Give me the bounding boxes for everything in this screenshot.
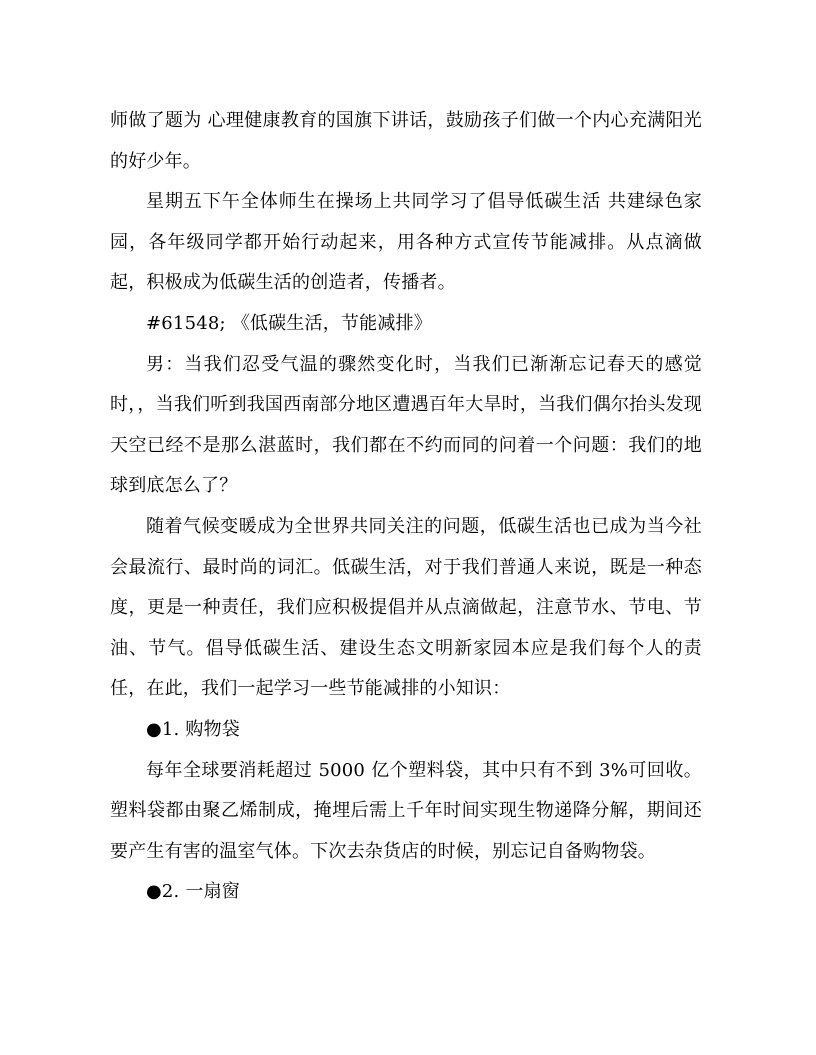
heading-shopping-bag: ●1. 购物袋 [146,718,241,740]
paragraph-speech-summary: 师做了题为 心理健康教育的国旗下讲话，鼓励孩子们做一个内心充满阳光的好少年。 [110,110,702,172]
paragraph-low-carbon-intro: 随着气候变暖成为全世界共同关注的问题，低碳生活也已成为当今社会最流行、最时尚的词汇。低碳生活，对于我们普通人来说，既是一种态度，更是一种责任，我们应积极提倡并从点滴做起，注意节水、节电、节油、节气。倡导低碳生活、建设生态文明新家园本应是我们每个人的责任，在此，我们一起学习一些节能减排的小知识： [110,515,702,700]
paragraph-low-carbon-activity: 星期五下午全体师生在操场上共同学习了倡导低碳生活 共建绿色家园，各年级同学都开始行动起来，用各种方式宣传节能减排。从点滴做起，积极成为低碳生活的创造者，传播者。 [110,191,702,294]
paragraph-male-speaker: 男：当我们忍受气温的骤然变化时，当我们已渐渐忘记春天的感觉时，，当我们听到我国西南部分地区遭遇百年大旱时，当我们偶尔抬头发现天空已经不是那么湛蓝时，我们都在不约而同的问着一个问题：我们的地球到底怎么了？ [110,353,702,497]
paragraph-shopping-bag: 每年全球要消耗超过 5000 亿个塑料袋，其中只有不到 3%可回收。塑料袋都由聚乙烯制成，掩埋后需上千年时间实现生物递降分解，期间还要产生有害的温室气体。下次去杂货店的时候，别忘记自备购物袋。 [110,759,702,862]
document-body [110,101,702,913]
heading-window: ●2. 一扇窗 [146,881,241,903]
paragraph-section-title: #61548; 《低碳生活，节能减排》 [146,312,432,334]
